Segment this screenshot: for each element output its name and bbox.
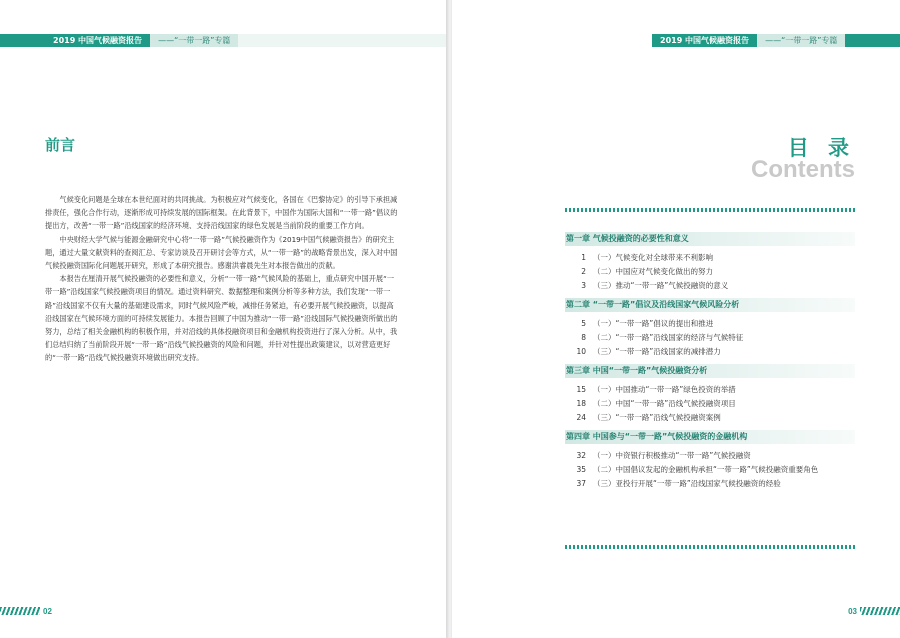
toc-entry[interactable] — [565, 449, 855, 463]
toc-entry[interactable] — [565, 279, 855, 293]
right-header-bar — [452, 34, 900, 47]
toc-entry-page: 10 — [576, 347, 586, 356]
header-report-title: 2019 中国气候融资报告 — [652, 34, 757, 47]
toc-entry-text: （三）亚投行开展“一带一路”沿线国家气候投融资的经验 — [593, 479, 781, 488]
footer-stripes — [0, 607, 40, 615]
toc-chapter[interactable]: 第一章 气候投融资的必要性和意义 — [565, 232, 855, 246]
toc-entry-page: 35 — [576, 465, 586, 474]
toc-divider-top — [565, 208, 855, 212]
preface-paragraph: 本报告在厘清开展气候投融资的必要性和意义，分析“一带一路”气候风险的基础上，重点研究中国开展“一带一路”沿线国家气候投融资项目的情况。通过资料研究、数据整理和案例分析等多种方法，我们发现“一带一路”沿线国家不仅有大量的基础建设需求，同时气候风险严峻，减排任务紧迫，有必要开展气候投融资，以提高沿线国家在气候环境方面的可持续发展能力。本报告回顾了中国为推动“一带一路”沿线国际气候投融资所做出的努力，总结了相关金融机构的积极作用，并对沿线的具体投融资项目和金融机构投资进行了深入分析。从中，我们总结归纳了当前阶段开展“一带一路”沿线气候投融资的风险和问题，并针对性提出政策建议，以对营造更好的“一带一路”沿线气候投融资环境做出研究支持。 — [45, 274, 398, 363]
right-page — [452, 0, 900, 638]
toc-entry[interactable] — [565, 411, 855, 425]
right-footer — [845, 606, 900, 616]
toc-entry-page: 5 — [581, 319, 586, 328]
preface-paragraph: 气候变化问题是全球在本世纪面对的共同挑战。为积极应对气候变化，各国在《巴黎协定》的引导下承担减排责任，强化合作行动，逐渐形成可持续发展的国际框架。在此背景下，中国作为国际大国和“一带一路”倡议的提出方，改善“一带一路”沿线国家的经济环境、支持沿线国家的绿色发展是当前阶段的重要工作方向。 — [45, 195, 398, 231]
toc-entry-text: （三）“一带一路”沿线国家的减排潜力 — [593, 347, 721, 356]
toc-entry-text: （一）中资银行积极推动“一带一路”气候投融资 — [593, 451, 751, 460]
toc-subtitle: Contents — [751, 156, 855, 183]
toc-entry[interactable] — [565, 477, 855, 491]
header-report-title: 2019 中国气候融资报告 — [45, 34, 150, 47]
table-of-contents — [565, 232, 855, 496]
left-footer — [0, 606, 55, 616]
toc-entry-page: 32 — [576, 451, 586, 460]
left-page — [0, 0, 448, 638]
toc-entry-text: （二）“一带一路”沿线国家的经济与气候特征 — [593, 333, 744, 342]
header-subtitle: ——“一带一路”专篇 — [757, 34, 845, 47]
toc-entry-text: （三）“一带一路”沿线气候投融资案例 — [593, 413, 721, 422]
toc-chapter-group — [565, 430, 855, 491]
toc-entry-text: （一）“一带一路”倡议的提出和推进 — [593, 319, 714, 328]
toc-entry-text: （一）气候变化对全球带来不利影响 — [593, 253, 713, 262]
toc-chapter-group — [565, 298, 855, 359]
toc-entry[interactable] — [565, 463, 855, 477]
toc-entry-page: 37 — [576, 479, 586, 488]
toc-entry[interactable] — [565, 331, 855, 345]
toc-entry-page: 2 — [581, 267, 586, 276]
page-number: 03 — [848, 606, 857, 616]
toc-entry[interactable] — [565, 265, 855, 279]
toc-chapter[interactable]: 第四章 中国参与“一带一路”气候投融资的金融机构 — [565, 430, 855, 444]
toc-entry[interactable] — [565, 251, 855, 265]
header-accent-strip — [0, 34, 45, 47]
toc-entry-text: （三）推动“一带一路”气候投融资的意义 — [593, 281, 729, 290]
header-fill — [238, 34, 448, 47]
toc-entry-text: （一）中国推动“一带一路”绿色投资的举措 — [593, 385, 736, 394]
toc-entry-text: （二）中国倡议发起的金融机构承担“一带一路”气候投融资重要角色 — [593, 465, 819, 474]
footer-stripes — [860, 607, 900, 615]
toc-entry-page: 15 — [576, 385, 586, 394]
left-header-bar — [0, 34, 448, 47]
toc-entry[interactable] — [565, 317, 855, 331]
preface-paragraph: 中央财经大学气候与能源金融研究中心将“一带一路”气候投融资作为《2019中国气候融资报告》的研究主题，通过大量文献资料的查阅汇总、专家访谈及召开研讨会等方式，从“一带一路”的战略背景出发，深入对中国气候投融资国际化问题展开研究，形成了本研究报告。感谢洪睿晨先生对本报告做出的贡献。 — [45, 234, 398, 271]
toc-divider-bottom — [565, 545, 855, 549]
toc-entry-text: （二）中国应对气候变化做出的努力 — [593, 267, 713, 276]
header-accent-strip — [845, 34, 900, 47]
toc-entry-text: （二）中国“一带一路”沿线气候投融资项目 — [593, 399, 736, 408]
toc-title: 目 录 — [787, 136, 855, 160]
toc-chapter[interactable]: 第三章 中国“一带一路”气候投融资分析 — [565, 364, 855, 378]
toc-entry-page: 3 — [581, 281, 586, 290]
header-subtitle: ——“一带一路”专篇 — [150, 34, 238, 47]
header-spacer — [452, 34, 652, 47]
toc-entry-page: 24 — [576, 413, 586, 422]
toc-chapter-group — [565, 232, 855, 293]
toc-entry[interactable] — [565, 383, 855, 397]
preface-body — [45, 193, 400, 365]
toc-entry[interactable] — [565, 397, 855, 411]
page-number: 02 — [43, 606, 52, 616]
toc-chapter[interactable]: 第二章 “一带一路”倡议及沿线国家气候风险分析 — [565, 298, 855, 312]
toc-entry-page: 18 — [576, 399, 586, 408]
toc-chapter-group — [565, 364, 855, 425]
page-title: 前言 — [45, 136, 76, 154]
toc-entry-page: 1 — [581, 253, 586, 262]
toc-entry-page: 8 — [581, 333, 586, 342]
toc-entry[interactable] — [565, 345, 855, 359]
